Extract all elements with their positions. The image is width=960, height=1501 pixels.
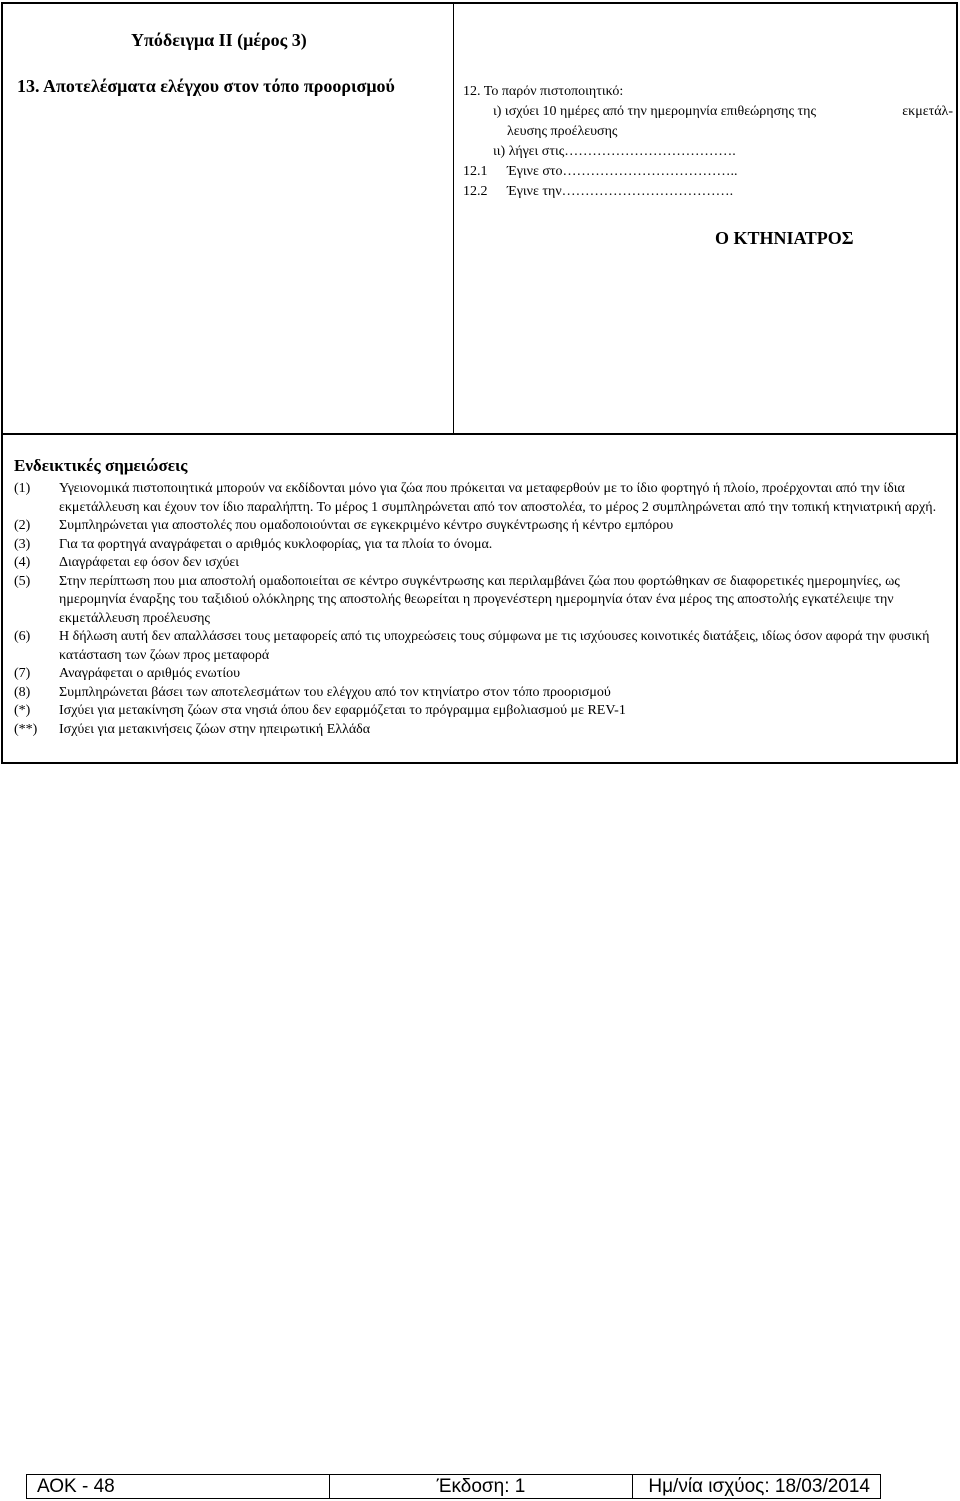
note-item <box>14 480 949 517</box>
cert-line-2 <box>463 102 953 122</box>
note-number: (4) <box>14 555 31 570</box>
note-text: Υγειονομικά πιστοποιητικά μπορούν να εκδίδονται μόνο για ζώα που πρόκειται να μεταφερθούν με το ίδιο φορτηγό ή πλοίο, προέρχονται από την ίδια εκμετάλλευση και έχουν τον ίδιο παραλήπτη. Το μέρος 1 συμπληρώνεται από τον αποστολέα, το μέρος 2 συμπληρώνεται από την τοπική κτηνιατρική αρχή. <box>59 481 937 515</box>
page-footer <box>26 1474 881 1499</box>
section-13-heading: 13. Αποτελέσματα ελέγχου στον τόπο προορισμού <box>17 76 395 96</box>
note-item <box>14 554 949 573</box>
note-number: (8) <box>14 684 31 700</box>
note-text: Η δήλωση αυτή δεν απαλλάσσει τους μεταφορείς από τις υποχρεώσεις τους σύμφωνα με τις ισχύουσες κοινοτικές διατάξεις, ιδίως όσον αφορά την φυσική κατάσταση των ζώων προς μεταφορά <box>59 629 930 663</box>
footer-edition: Έκδοση: 1 <box>330 1475 633 1498</box>
note-number: (3) <box>14 536 31 552</box>
cert-line-3: λευσης προέλευσης <box>507 124 618 139</box>
page-title: Υπόδειγμα ΙΙ (μέρος 3) <box>131 30 307 50</box>
note-text: Ισχύει για μετακινήσεις ζώων στην ηπειρωτική Ελλάδα <box>59 721 371 737</box>
note-number: (**) <box>14 721 38 737</box>
note-item <box>14 517 949 536</box>
cert-line-1: 12. Το παρόν πιστοποιητικό: <box>463 84 624 99</box>
cert-line-2-text: ι) ισχύει 10 ημέρες από την ημερομηνία επιθεώρησης της <box>493 104 817 119</box>
note-text: Στην περίπτωση που μια αποστολή ομαδοποιείται σε κέντρο συγκέντρωσης και περιλαμβάνει ζώα που φορτώθηκαν σε διαφορετικές ημερομηνίες, ως ημερομηνία έναρξης του ταξιδιού ολόκληρης της αποστολής θεωρείται η προγενέστερη ημερομηνία όταν ένα μέρος της αποστολής εγκατέλειψε την εκμετάλλευση προέλευσης <box>59 573 900 626</box>
column-divider <box>453 4 454 434</box>
notes-title: Ενδεικτικές σημειώσεις <box>14 456 188 475</box>
cert-line-4: ιι) λήγει στις………………………………. <box>493 144 736 159</box>
note-number: (1) <box>14 481 31 496</box>
notes-box <box>1 433 958 764</box>
note-item <box>14 684 949 703</box>
footer-document-code: ΑΟΚ - 48 <box>27 1475 330 1498</box>
note-item <box>14 721 949 740</box>
cert-line-5-num: 12.1 <box>463 164 488 179</box>
note-number: (*) <box>14 703 31 718</box>
cert-line-5 <box>463 162 953 182</box>
note-text: Συμπληρώνεται βάσει των αποτελεσμάτων του ελέγχου από τον κτηνίατρο στον τόπο προορισμού <box>59 684 611 700</box>
note-item <box>14 702 949 721</box>
note-number: (7) <box>14 666 31 681</box>
footer-valid-date: Ημ/νία ισχύος: 18/03/2014 <box>648 1475 870 1497</box>
notes-list <box>14 480 949 739</box>
note-text: Αναγράφεται ο αριθμός ενωτίου <box>59 666 241 681</box>
note-item <box>14 665 949 684</box>
cert-line-6-num: 12.2 <box>463 184 488 199</box>
note-item <box>14 573 949 629</box>
note-number: (2) <box>14 518 31 533</box>
note-text: Διαγράφεται εφ όσον δεν ισχύει <box>59 555 240 570</box>
cert-line-6 <box>463 182 953 202</box>
cert-line-2-end: εκμετάλ- <box>902 104 953 119</box>
note-item <box>14 628 949 665</box>
certificate-validity-block <box>463 82 953 202</box>
note-number: (6) <box>14 629 31 644</box>
note-item <box>14 536 949 555</box>
veterinarian-signature-label: Ο ΚΤΗΝΙΑΤΡΟΣ <box>715 228 854 248</box>
note-text: Συμπληρώνεται για αποστολές που ομαδοποιούνται σε εγκεκριμένο κέντρο συγκέντρωσης ή κέντρο εμπόρου <box>59 518 674 533</box>
cert-line-5-text: Έγινε στο……………………………….. <box>507 164 738 179</box>
note-number: (5) <box>14 573 31 589</box>
note-text: Για τα φορτηγά αναγράφεται ο αριθμός κυκλοφορίας, για τα πλοία το όνομα. <box>59 536 493 552</box>
cert-line-6-text: Έγινε την………………………………. <box>507 184 734 199</box>
results-form-box <box>1 2 958 434</box>
note-text: Ισχύει για μετακίνηση ζώων στα νησιά όπου δεν εφαρμόζεται το πρόγραμμα εμβολιασμού με REV-1 <box>59 703 626 718</box>
